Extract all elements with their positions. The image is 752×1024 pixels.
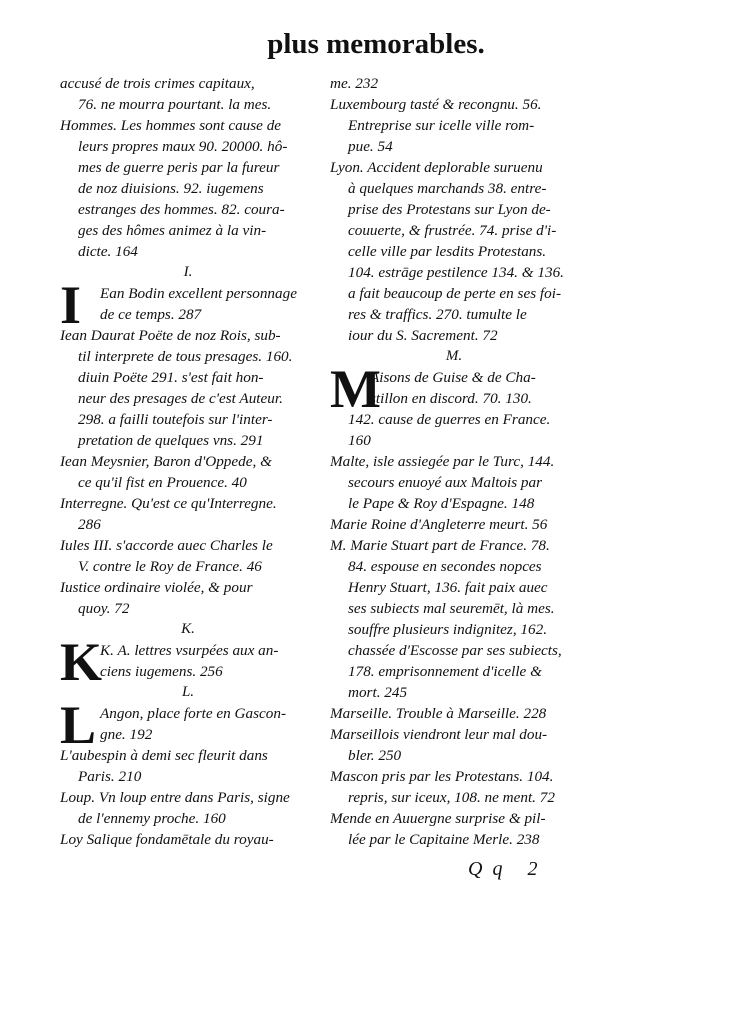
index-entry-line: 104. estrāge pestilence 134. & 136. [348, 264, 564, 281]
index-entry [330, 766, 578, 808]
index-entry [330, 94, 578, 157]
index-entry-line: V. contre le Roy de France. 46 [78, 558, 262, 575]
index-entry-line: 84. espouse en secondes nopces [348, 558, 542, 575]
index-entry [330, 451, 578, 514]
index-entry-line: Marie Roine d'Angleterre meurt. 56 [330, 516, 548, 533]
index-entry-line: mes de guerre peris par la fureur [78, 159, 280, 176]
index-letter-heading: M. [445, 348, 463, 364]
signature-mark: Qq 2 [468, 858, 548, 880]
index-entry-line: Angon, place forte en Gascon- [100, 705, 287, 722]
index-entry-line: Marseille. Trouble à Marseille. 228 [330, 705, 547, 722]
index-entry-line: Lyon. Accident deplorable suruenu [330, 159, 543, 176]
index-entry [60, 451, 316, 493]
index-entry-line: 178. emprisonnement d'icelle & [348, 663, 542, 680]
index-entry-line: Marseillois viendront leur mal dou- [330, 726, 548, 743]
index-entry-line: 76. ne mourra pourtant. la mes. [78, 96, 272, 113]
index-letter-heading: I. [183, 264, 193, 280]
index-entry-line: pretation de quelques vns. 291 [78, 432, 264, 449]
index-entry [330, 359, 578, 451]
index-entry-line: de noz diuisions. 92. iugemens [78, 180, 264, 197]
index-entry-line: Ean Bodin excellent personnage [100, 285, 297, 302]
index-entry [60, 115, 316, 262]
index-entry [330, 808, 578, 850]
left-index-column [60, 73, 316, 850]
index-entry-line: 286 [78, 516, 101, 533]
index-entry-line: L'aubespin à demi sec fleurit dans [60, 747, 268, 764]
index-entry-line: diuin Poëte 291. s'est fait hon- [78, 369, 264, 386]
index-entry-line: repris, sur iceux, 108. ne ment. 72 [348, 789, 555, 806]
index-entry-line: souffre plusieurs indignitez, 162. [348, 621, 547, 638]
index-entry-line: bler. 250 [348, 747, 402, 764]
index-entry-line: ciens iugemens. 256 [100, 663, 223, 680]
index-entry [330, 514, 578, 535]
index-entry-line: Interregne. Qu'est ce qu'Interregne. [60, 495, 277, 512]
index-entry-line: Mascon pris par les Protestans. 104. [330, 768, 554, 785]
drop-cap-letter: L [60, 695, 97, 755]
index-entry-line: a fait beaucoup de perte en ses foi- [348, 285, 561, 302]
index-entry-line: Entreprise sur icelle ville rom- [348, 117, 535, 134]
index-entry-line: ges des hômes animez à la vin- [78, 222, 267, 239]
index-entry-line: neur des presages de c'est Auteur. [78, 390, 283, 407]
drop-cap-letter: I [60, 275, 82, 335]
index-entry-line: res & traffics. 270. tumulte le [348, 306, 527, 323]
index-entry [60, 829, 316, 850]
index-entry-line: Loy Salique fondamētale du royau- [60, 831, 274, 848]
index-entry-line: Iustice ordinaire violée, & pour [60, 579, 253, 596]
index-entry-line: stillon en discord. 70. 130. [370, 390, 532, 407]
index-entry [60, 787, 316, 829]
index-entry-line: de l'ennemy proche. 160 [78, 810, 226, 827]
index-entry [330, 535, 578, 703]
index-entry [330, 157, 578, 346]
index-entry [60, 493, 316, 535]
index-entry-line: pue. 54 [348, 138, 393, 155]
index-entry-line: le Pape & Roy d'Espagne. 148 [348, 495, 535, 512]
index-entry [60, 632, 316, 692]
index-entry [60, 695, 316, 755]
page-title: plus memorables. [267, 28, 485, 60]
index-entry-line: Hommes. Les hommes sont cause de [60, 117, 282, 134]
index-entry-line: mort. 245 [348, 684, 408, 701]
index-entry-line: prise des Protestans sur Lyon de- [348, 201, 551, 218]
drop-cap-letter: M [330, 359, 381, 419]
index-entry-line: ses subiects mal seuremēt, là mes. [348, 600, 555, 617]
index-entry-line: me. 232 [330, 75, 379, 92]
index-entry-line: Aisons de Guise & de Cha- [370, 369, 536, 386]
index-entry-line: celle ville par lesdits Protestans. [348, 243, 547, 260]
index-entry-line: leurs propres maux 90. 20000. hô- [78, 138, 288, 155]
index-entry [60, 535, 316, 577]
index-entry [330, 73, 578, 94]
index-entry-line: til interprete de tous presages. 160. [78, 348, 293, 365]
index-entry-line: iour du S. Sacrement. 72 [348, 327, 498, 344]
index-entry [60, 73, 316, 115]
index-entry-line: lée par le Capitaine Merle. 238 [348, 831, 540, 848]
index-entry [60, 275, 316, 335]
index-entry-line: Iean Daurat Poëte de noz Rois, sub- [60, 327, 281, 344]
index-entry-line: Luxembourg tasté & recongnu. 56. [330, 96, 542, 113]
right-index-column [330, 73, 578, 850]
index-entry-line: estranges des hommes. 82. coura- [78, 201, 285, 218]
index-entry-line: M. Marie Stuart part de France. 78. [330, 537, 550, 554]
index-entry-line: 142. cause de guerres en France. [348, 411, 551, 428]
index-entry [60, 745, 316, 787]
index-entry-line: Mende en Auuergne surprise & pil- [330, 810, 546, 827]
index-letter-heading: K. [181, 621, 195, 637]
index-entry-line: de ce temps. 287 [100, 306, 202, 323]
index-entry-line: Iean Meysnier, Baron d'Oppede, & [60, 453, 272, 470]
index-entry-line: Loup. Vn loup entre dans Paris, signe [60, 789, 290, 806]
drop-cap-letter: K [60, 632, 103, 692]
index-entry-line: secours enuoyé aux Maltois par [348, 474, 543, 491]
index-entry-line: K. A. lettres vsurpées aux an- [100, 642, 279, 659]
index-entry-line: à quelques marchands 38. entre- [348, 180, 547, 197]
index-entry-line: accusé de trois crimes capitaux, [60, 75, 255, 92]
index-entry-line: Paris. 210 [78, 768, 142, 785]
index-entry-line: chassée d'Escosse par ses subiects, [348, 642, 562, 659]
index-entry-line: quoy. 72 [78, 600, 130, 617]
index-entry-line: ce qu'il fist en Prouence. 40 [78, 474, 247, 491]
index-entry [60, 577, 316, 619]
index-entry-line: dicte. 164 [78, 243, 138, 260]
index-entry-line: 298. a failli toutefois sur l'inter- [78, 411, 273, 428]
index-entry-line: Henry Stuart, 136. fait paix auec [348, 579, 548, 596]
index-entry-line: couuerte, & frustrée. 74. prise d'i- [348, 222, 557, 239]
index-entry-line: Iules III. s'accorde auec Charles le [60, 537, 273, 554]
index-letter-heading: L. [181, 684, 195, 700]
index-entry-line: Malte, isle assiegée par le Turc, 144. [330, 453, 555, 470]
index-entry [330, 724, 578, 766]
index-entry [330, 703, 578, 724]
index-entry-line: 160 [348, 432, 371, 449]
index-entry [60, 325, 316, 451]
index-entry-line: gne. 192 [100, 726, 153, 743]
